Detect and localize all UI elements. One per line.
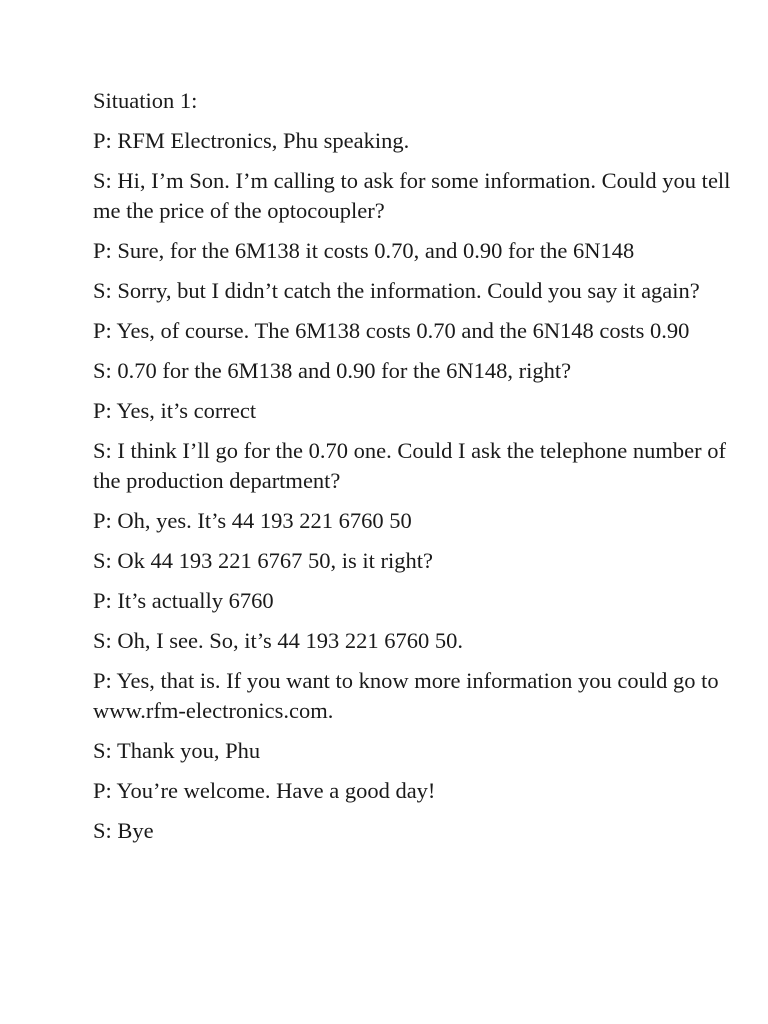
dialogue-line: P: It’s actually 6760 (93, 588, 274, 613)
dialogue-line: P: RFM Electronics, Phu speaking. (93, 128, 410, 153)
dialogue-line: S: Bye (93, 818, 154, 843)
situation-heading: Situation 1: (93, 88, 198, 113)
dialogue-line: S: I think I’ll go for the 0.70 one. Could I ask the telephone number of the production department? (93, 438, 726, 493)
dialogue-line: P: Oh, yes. It’s 44 193 221 6760 50 (93, 508, 412, 533)
dialogue-line: P: Yes, of course. The 6M138 costs 0.70 and the 6N148 costs 0.90 (93, 318, 690, 343)
dialogue-line: P: Sure, for the 6M138 it costs 0.70, and 0.90 for the 6N148 (93, 238, 635, 263)
dialogue-line: S: Oh, I see. So, it’s 44 193 221 6760 50. (93, 628, 464, 653)
dialogue-line: P: You’re welcome. Have a good day! (93, 778, 436, 803)
dialogue-line: S: Hi, I’m Son. I’m calling to ask for some information. Could you tell me the price of the optocoupler? (93, 168, 731, 223)
dialogue-line: S: Ok 44 193 221 6767 50, is it right? (93, 548, 434, 573)
dialogue-line: P: Yes, that is. If you want to know more information you could go to www.rfm-electronics.com. (93, 668, 719, 723)
dialogue-line: S: 0.70 for the 6M138 and 0.90 for the 6N148, right? (93, 358, 572, 383)
dialogue-line: S: Thank you, Phu (93, 738, 261, 763)
dialogue-line: P: Yes, it’s correct (93, 398, 257, 423)
dialogue-line: S: Sorry, but I didn’t catch the information. Could you say it again? (93, 278, 700, 303)
document-page (93, 86, 733, 856)
